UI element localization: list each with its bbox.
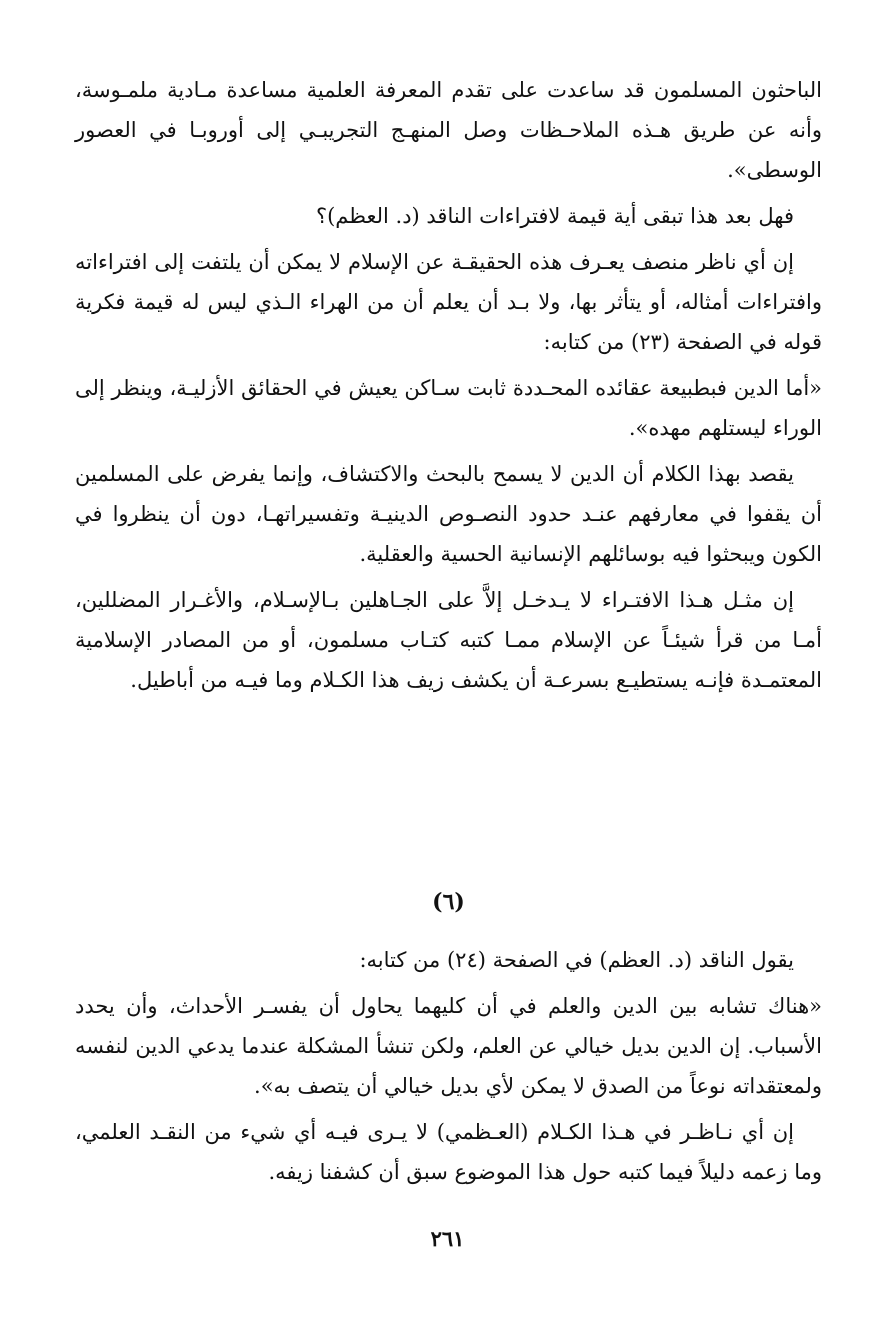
section-number: (٦) [432,889,465,915]
paragraph: إن أي ناظر منصف يعـرف هذه الحقيقـة عن الإسلام لا يمكن أن يلتفت إلى افتراءاته وافتراءات أمثاله، أو يتأثر بها، ولا بـد أن يعلم أن من الهراء الـذي ليس له قيمة فكرية قوله في الصفحة (٢٣) من كتابه: [75,250,822,354]
quote-paragraph: «أما الدين فبطبيعة عقائده المحـددة ثابت سـاكن يعيش في الحقائق الأزليـة، وينظر إلى الوراء ليستلهم مهده». [75,376,822,440]
paragraph: يقول الناقد (د. العظم) في الصفحة (٢٤) من كتابه: [359,948,794,972]
paragraph: يقصد بهذا الكلام أن الدين لا يسمح بالبحث والاكتشاف، وإنما يفرض على المسلمين أن يقفوا في معارفهم عنـد حدود النصـوص الدينيـة وتفسيراتهـا، دون أن ينظروا في الكون ويبحثوا فيه بوسائلهم الإنسانية الحسية والعقلية. [75,462,822,566]
quote-paragraph: «هناك تشابه بين الدين والعلم في أن كليهما يحاول أن يفسـر الأحداث، وأن يحدد الأسباب. إن الدين بديل خيالي عن العلم، ولكن تنشأ المشكلة عندما يدعي الدين لنفسه ولمعتقداته نوعاً من الصدق لا يمكن لأي بديل خيالي أن يتصف به». [75,994,822,1098]
paragraph: إن مثـل هـذا الافتـراء لا يـدخـل إلاَّ على الجـاهلين بـالإسـلام، والأغـرار المضللين، أمـا من قرأ شيئـاً عن الإسلام ممـا كتبه كتـاب مسلمون، أو من المصادر الإسلامية المعتمـدة فإنـه يستطيـع بسرعـة أن يكشف زيف هذا الكـلام وما فيـه من أباطيل. [75,588,822,692]
paragraph: إن أي نـاظـر في هـذا الكـلام (العـظمي) لا يـرى فيـه أي شيء من النقـد العلمي، وما زعمه دليلاً فيما كتبه حول هذا الموضوع سبق أن كشفنا زيفه. [75,1120,822,1184]
paragraph: فهل بعد هذا تبقى أية قيمة لافتراءات الناقد (د. العظم)؟ [315,204,794,228]
page-body [75,70,822,1184]
page-number: ٢٦١ [430,1226,465,1251]
section-two [75,940,822,1198]
paragraph: الباحثون المسلمون قد ساعدت على تقدم المعرفة العلمية مساعدة مـادية ملمـوسة، وأنه عن طريق هـذه الملاحـظات وصل المنهـج التجريبـي إلى أوروبـا في العصور الوسطى». [75,78,822,182]
